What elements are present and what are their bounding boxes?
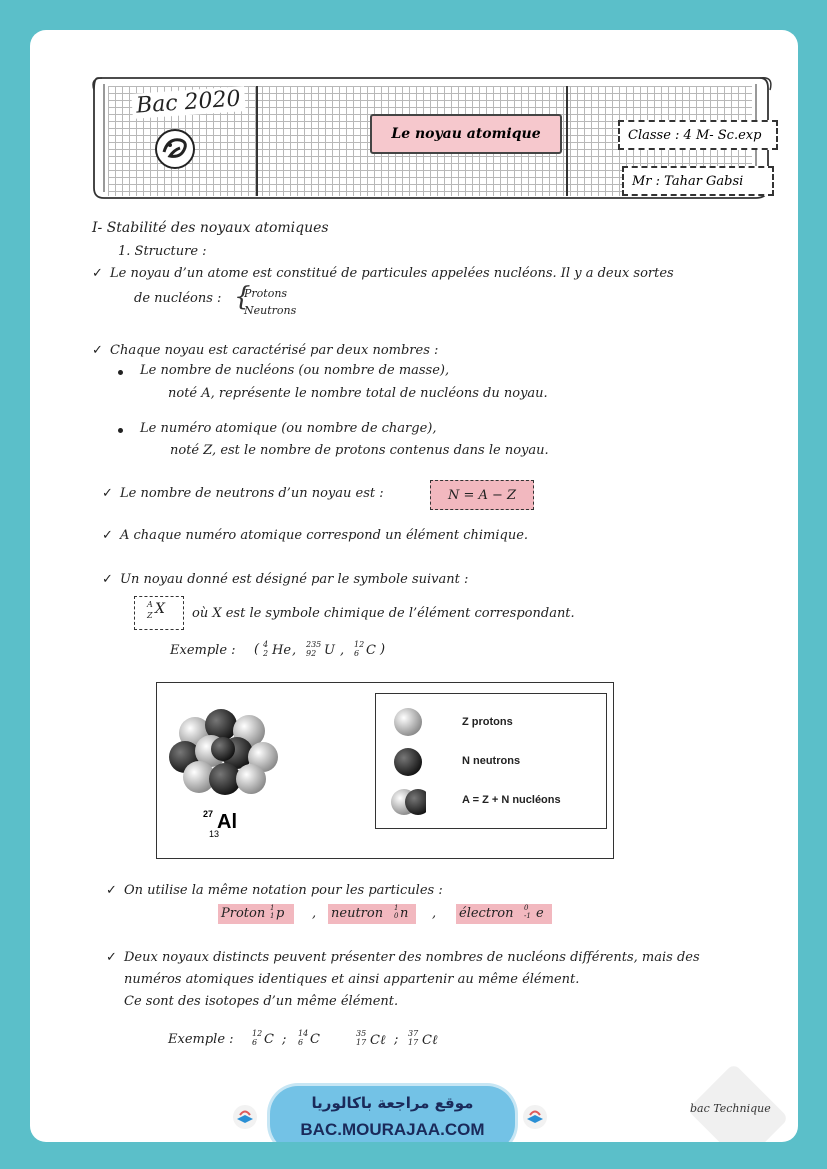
legend-icons [390,706,426,820]
bullet-mass-number-desc: noté A, représente le nombre total de nucléons du noyau. [168,386,548,401]
bullet-mass-number: Le nombre de nucléons (ou nombre de masse), [140,363,450,378]
section-heading: I- Stabilité des noyaux atomiques [92,220,329,236]
class-label: Classe : 4 M- Sc.exp [618,120,778,150]
check-icon: ✓ [102,572,113,587]
emblem-icon [154,128,196,170]
bullet-atomic-number-desc: noté Z, est le nombre de protons contenus dans le noyau. [170,443,549,458]
nucleon-neutron: Neutrons [244,304,297,317]
formula-box: N = A − Z [430,480,534,510]
footer-banner[interactable] [270,1086,515,1142]
particle-neutron: neutron 1 0 n [328,904,416,924]
example-he-symbol: He [272,643,292,658]
symbol-A: A [147,600,153,609]
particle-electron: électron 0 -1 e [456,904,552,924]
symbol-Z: Z [147,611,153,620]
example2-cl37-symbol: Cℓ [422,1033,438,1048]
example-label: Exemple : [170,643,236,658]
example2-cl35-symbol: Cℓ [370,1033,386,1048]
paragraph-neutrons: Le nombre de neutrons d’un noyau est : [120,486,384,501]
example-sep: , [340,643,345,658]
bullet-icon [118,428,123,433]
example2-c14-symbol: C [310,1032,320,1047]
check-icon: ✓ [92,343,103,358]
book-icon [522,1104,548,1130]
divider-left [256,86,258,196]
legend-protons: Z protons [462,716,513,728]
footer-url[interactable]: BAC.MOURAJAA.COM [300,1120,485,1139]
example-c-numbers: 12 6 [354,640,365,658]
paragraph-particles: On utilise la même notation pour les particules : [124,883,443,898]
example-c-symbol: C [366,643,376,658]
watermark-text: bac Technique [690,1102,771,1115]
paragraph-nucleons-2: de nucléons : [134,291,222,306]
document-page [30,30,798,1142]
legend-box [375,693,607,829]
paragraph-symbol: Un noyau donné est désigné par le symbole suivant : [120,572,469,587]
example-sep: , [292,643,297,658]
check-icon: ✓ [106,950,117,965]
particle-proton: Proton 1 1 p [218,904,294,924]
paragraph-two-numbers: Chaque noyau est caractérisé par deux nombres : [110,343,439,358]
book-icon [232,1104,258,1130]
example2-cl37-numbers: 37 17 [408,1029,419,1047]
teacher-label: Mr : Tahar Gabsi [622,166,774,196]
check-icon: ✓ [102,528,113,543]
paragraph-element: A chaque numéro atomique correspond un élément chimique. [120,528,529,543]
nucleus-figure [156,682,614,859]
paragraph-isotopes-2: numéros atomiques identiques et ainsi appartenir au même élément. [124,972,580,987]
sub-heading: 1. Structure : [118,244,207,259]
element-Z: 13 [209,829,220,839]
check-icon: ✓ [102,486,113,501]
paragraph-isotopes: Deux noyaux distincts peuvent présenter des nombres de nucléons différents, mais des [124,950,700,965]
symbol-box [134,596,184,630]
nucleus-image [165,703,285,799]
example-open-paren: ( [254,642,260,657]
paragraph-nucleons: Le noyau d’un atome est constitué de particules appelées nucléons. Il y a deux sortes [110,266,674,281]
example2-c12-numbers: 12 6 [252,1029,263,1047]
page-title: Le noyau atomique [370,114,562,154]
example2-c12-symbol: C [264,1032,274,1047]
example2-sep: ; [394,1032,399,1047]
example2-sep: ; [282,1032,287,1047]
example2-label: Exemple : [168,1032,234,1047]
bullet-atomic-number: Le numéro atomique (ou nombre de charge), [140,421,437,436]
example-close-paren: ) [380,642,386,657]
divider-right [566,86,568,196]
example-he-numbers: 4 2 [263,640,269,658]
nucleon-proton: Protons [244,287,288,300]
check-icon: ✓ [92,266,103,281]
footer-arabic: موقع مراجعة باكالوريا [311,1094,474,1112]
element-symbol: Al [217,811,237,833]
header-banner [88,74,772,206]
element-A: 27 [203,809,214,819]
brace-icon: { [234,282,251,312]
bullet-icon [118,370,123,375]
example-u-numbers: 235 92 [306,640,322,658]
example2-c14-numbers: 14 6 [298,1029,309,1047]
paragraph-symbol-desc: où X est le symbole chimique de l’élément correspondant. [192,606,575,621]
example2-cl35-numbers: 35 17 [356,1029,367,1047]
symbol-X: X [155,601,165,617]
particle-sep: , [312,906,317,921]
legend-nucleons: A = Z + N nucléons [462,794,561,806]
example-u-symbol: U [324,643,335,658]
legend-neutrons: N neutrons [462,755,521,767]
particle-sep: , [432,906,437,921]
paragraph-isotopes-3: Ce sont des isotopes d’un même élément. [124,994,399,1009]
check-icon: ✓ [106,883,117,898]
logo-text: Bac 2020 [131,86,245,119]
